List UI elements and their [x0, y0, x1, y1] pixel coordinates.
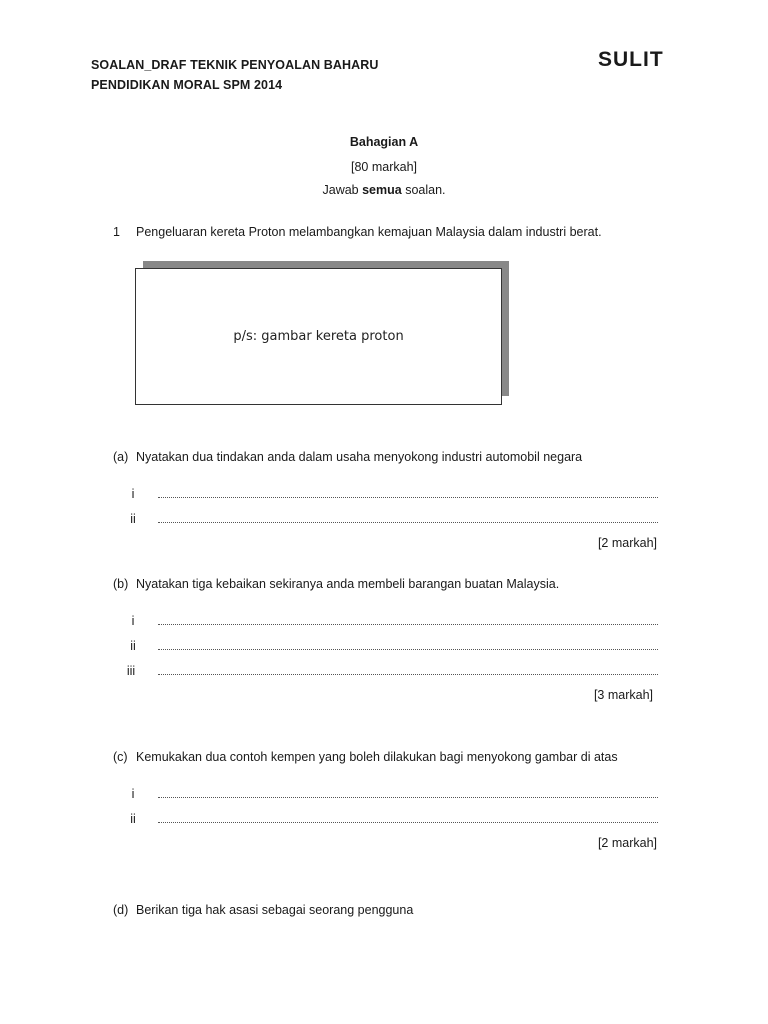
answer-line[interactable]: [158, 822, 658, 823]
image-placeholder-text: p/s: gambar kereta proton: [233, 329, 404, 344]
section-instruction: [0, 183, 768, 197]
part-b-item-ii: ii: [130, 639, 136, 653]
header-title-line1: SOALAN_DRAF TEKNIK PENYOALAN BAHARU: [91, 58, 379, 72]
answer-line[interactable]: [158, 649, 658, 650]
classification-label: SULIT: [598, 48, 664, 71]
part-b-text: Nyatakan tiga kebaikan sekiranya anda membeli barangan buatan Malaysia.: [136, 577, 560, 591]
answer-line[interactable]: [158, 497, 658, 498]
instruction-bold: semua: [362, 183, 402, 197]
section-title: Bahagian A: [349, 135, 419, 149]
question-text: Pengeluaran kereta Proton melambangkan kemajuan Malaysia dalam industri berat.: [136, 225, 602, 239]
section-marks: [80 markah]: [350, 160, 417, 174]
part-d-label: (d): [113, 903, 129, 917]
answer-line[interactable]: [158, 674, 658, 675]
part-a-label: (a): [113, 450, 129, 464]
image-placeholder-box: [135, 268, 502, 405]
question-number: 1: [113, 225, 120, 239]
part-a-marks: [2 markah]: [597, 536, 657, 550]
part-c-item-ii: ii: [130, 812, 136, 826]
answer-line[interactable]: [158, 624, 658, 625]
part-b-label: (b): [113, 577, 129, 591]
instruction-pre: Jawab: [322, 183, 363, 197]
answer-line[interactable]: [158, 522, 658, 523]
part-c-text: Kemukakan dua contoh kempen yang boleh dilakukan bagi menyokong gambar di atas: [136, 750, 618, 764]
part-a-item-ii: ii: [130, 512, 136, 526]
part-b-marks: [3 markah]: [593, 688, 653, 702]
instruction-post: soalan.: [401, 183, 446, 197]
part-a-text: Nyatakan dua tindakan anda dalam usaha menyokong industri automobil negara: [136, 450, 583, 464]
part-a-item-i: i: [131, 487, 135, 501]
part-b-item-i: i: [131, 614, 135, 628]
answer-line[interactable]: [158, 797, 658, 798]
part-d-text: Berikan tiga hak asasi sebagai seorang pengguna: [136, 903, 414, 917]
part-c-label: (c): [113, 750, 128, 764]
header-title-line2: PENDIDIKAN MORAL SPM 2014: [91, 78, 283, 92]
part-b-item-iii: iii: [126, 664, 136, 678]
part-c-item-i: i: [131, 787, 135, 801]
part-c-marks: [2 markah]: [597, 836, 657, 850]
